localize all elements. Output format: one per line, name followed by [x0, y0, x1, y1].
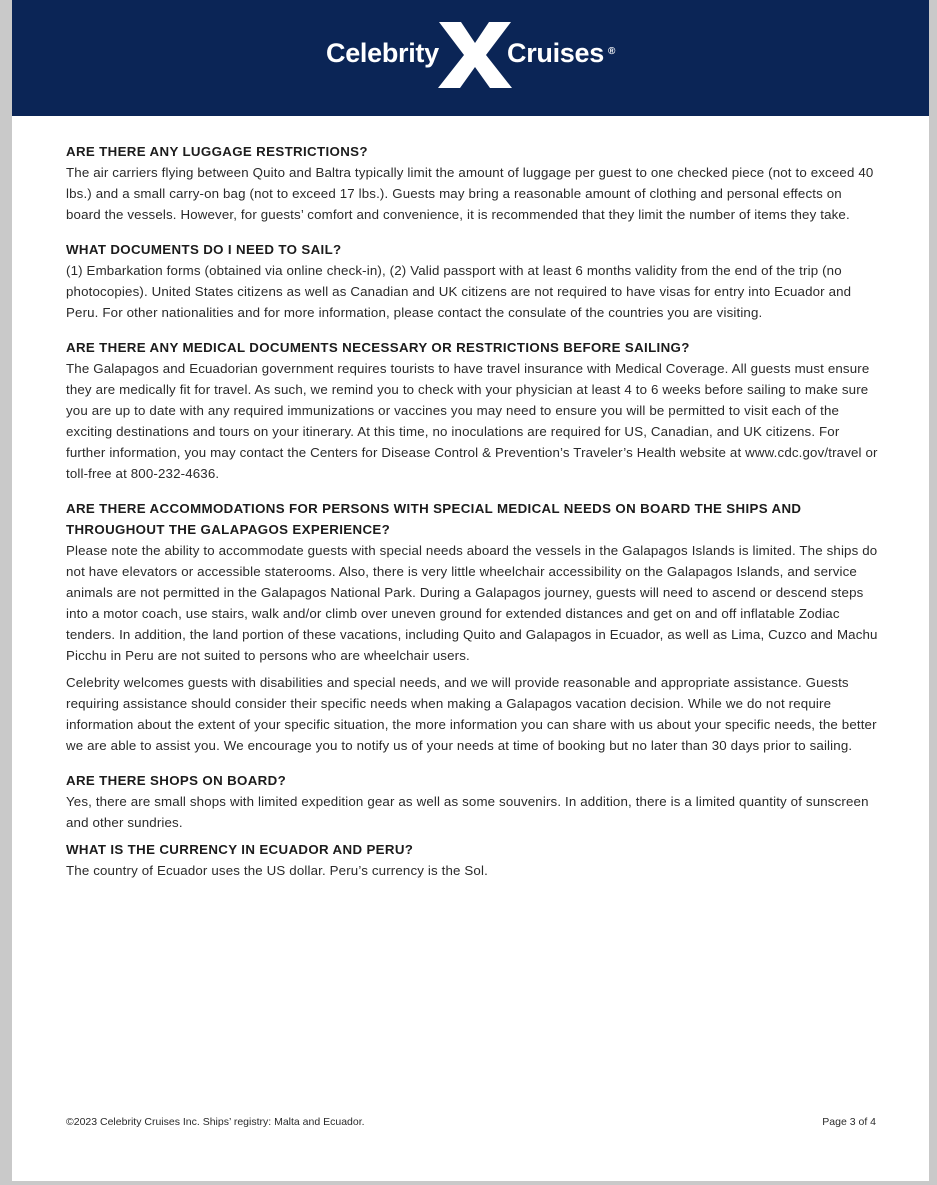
- celebrity-cruises-logo: [12, 22, 929, 88]
- footer-copyright: ©2023 Celebrity Cruises Inc. Ships’ registry: Malta and Ecuador.: [66, 1116, 365, 1128]
- faq-currency: [66, 839, 878, 881]
- faq-medical: [66, 337, 878, 484]
- faq-question: ARE THERE ANY MEDICAL DOCUMENTS NECESSARY OR RESTRICTIONS BEFORE SAILING?: [66, 340, 690, 355]
- faq-question: ARE THERE SHOPS ON BOARD?: [66, 773, 287, 788]
- faq-question: WHAT IS THE CURRENCY IN ECUADOR AND PERU?: [66, 842, 414, 857]
- faq-answer: The country of Ecuador uses the US dollar. Peru’s currency is the Sol.: [66, 863, 488, 878]
- logo-word-left: Celebrity: [326, 38, 439, 68]
- celebrity-x-icon: [437, 22, 513, 88]
- faq-documents: [66, 239, 878, 323]
- faq-accommodations: [66, 498, 878, 756]
- registered-mark: ®: [608, 46, 616, 57]
- faq-shops: [66, 770, 878, 833]
- document-page: [12, 0, 929, 1181]
- brand-header: [12, 0, 929, 116]
- faq-answer: (1) Embarkation forms (obtained via online check-in), (2) Valid passport with at least 6 months validity from the end of the trip (no photocopies). United States citizens as well as Canadian and UK citizens are not required to have visas for entry into Ecuador and Peru. For other nationalities and for more information, please contact the consulate of the countries you are visiting.: [66, 263, 852, 320]
- faq-answer: The air carriers flying between Quito and Baltra typically limit the amount of luggage per guest to one checked piece (not to exceed 40 lbs.) and a small carry-on bag (not to exceed 17 lbs.). Guests may bring a reasonable amount of clothing and personal effects on board the vessels. However, for guests’ comfort and convenience, it is recommended that they limit the number of items they take.: [66, 165, 874, 222]
- faq-question: ARE THERE ACCOMMODATIONS FOR PERSONS WITH SPECIAL MEDICAL NEEDS ON BOARD THE SHIPS AND THROUGHOUT THE GALAPAGOS EXPERIENCE?: [66, 501, 802, 537]
- faq-luggage: [66, 141, 878, 225]
- logo-word-right: Cruises: [507, 38, 604, 68]
- faq-question: WHAT DOCUMENTS DO I NEED TO SAIL?: [66, 242, 342, 257]
- faq-content: [66, 141, 878, 881]
- faq-answer: Please note the ability to accommodate guests with special needs aboard the vessels in the Galapagos Islands is limited. The ships do not have elevators or accessible staterooms. Also, there is very little wheelchair accessibility on the Galapagos Islands, and service animals are not permitted in the Galapagos National Park. During a Galapagos journey, guests will need to ascend or descend steps into a motor coach, use stairs, walk and/or climb over uneven ground for extended distances and get on and off inflatable Zodiac tenders. In addition, the land portion of these vacations, including Quito and Galapagos in Ecuador, as well as Lima, Cuzco and Machu Picchu in Peru are not suited to persons who are wheelchair users.: [66, 543, 878, 663]
- page-number: Page 3 of 4: [822, 1116, 876, 1128]
- faq-answer: Yes, there are small shops with limited expedition gear as well as some souvenirs. In addition, there is a limited quantity of sunscreen and other sundries.: [66, 794, 869, 830]
- faq-answer: The Galapagos and Ecuadorian government requires tourists to have travel insurance with Medical Coverage. All guests must ensure they are medically fit for travel. As such, we remind you to check with your physician at least 4 to 6 weeks before sailing to make sure you are up to date with any required immunizations or vaccines you may need to ensure you will be permitted to visit each of the exciting destinations and tours on your itinerary. At this time, no inoculations are required for US, Canadian, and UK citizens. For further information, you may contact the Centers for Disease Control & Prevention’s Traveler’s Health website at www.cdc.gov/travel or toll-free at 800-232-4636.: [66, 361, 878, 481]
- faq-question: ARE THERE ANY LUGGAGE RESTRICTIONS?: [66, 144, 368, 159]
- faq-answer: Celebrity welcomes guests with disabilities and special needs, and we will provide reasonable and appropriate assistance. Guests requiring assistance should consider their specific needs when making a Galapagos vacation decision. While we do not require information about the extent of your specific situation, the more information you can share with us about your specific needs, the better we are able to assist you. We encourage you to notify us of your needs at time of booking but no later than 30 days prior to sailing.: [66, 675, 877, 753]
